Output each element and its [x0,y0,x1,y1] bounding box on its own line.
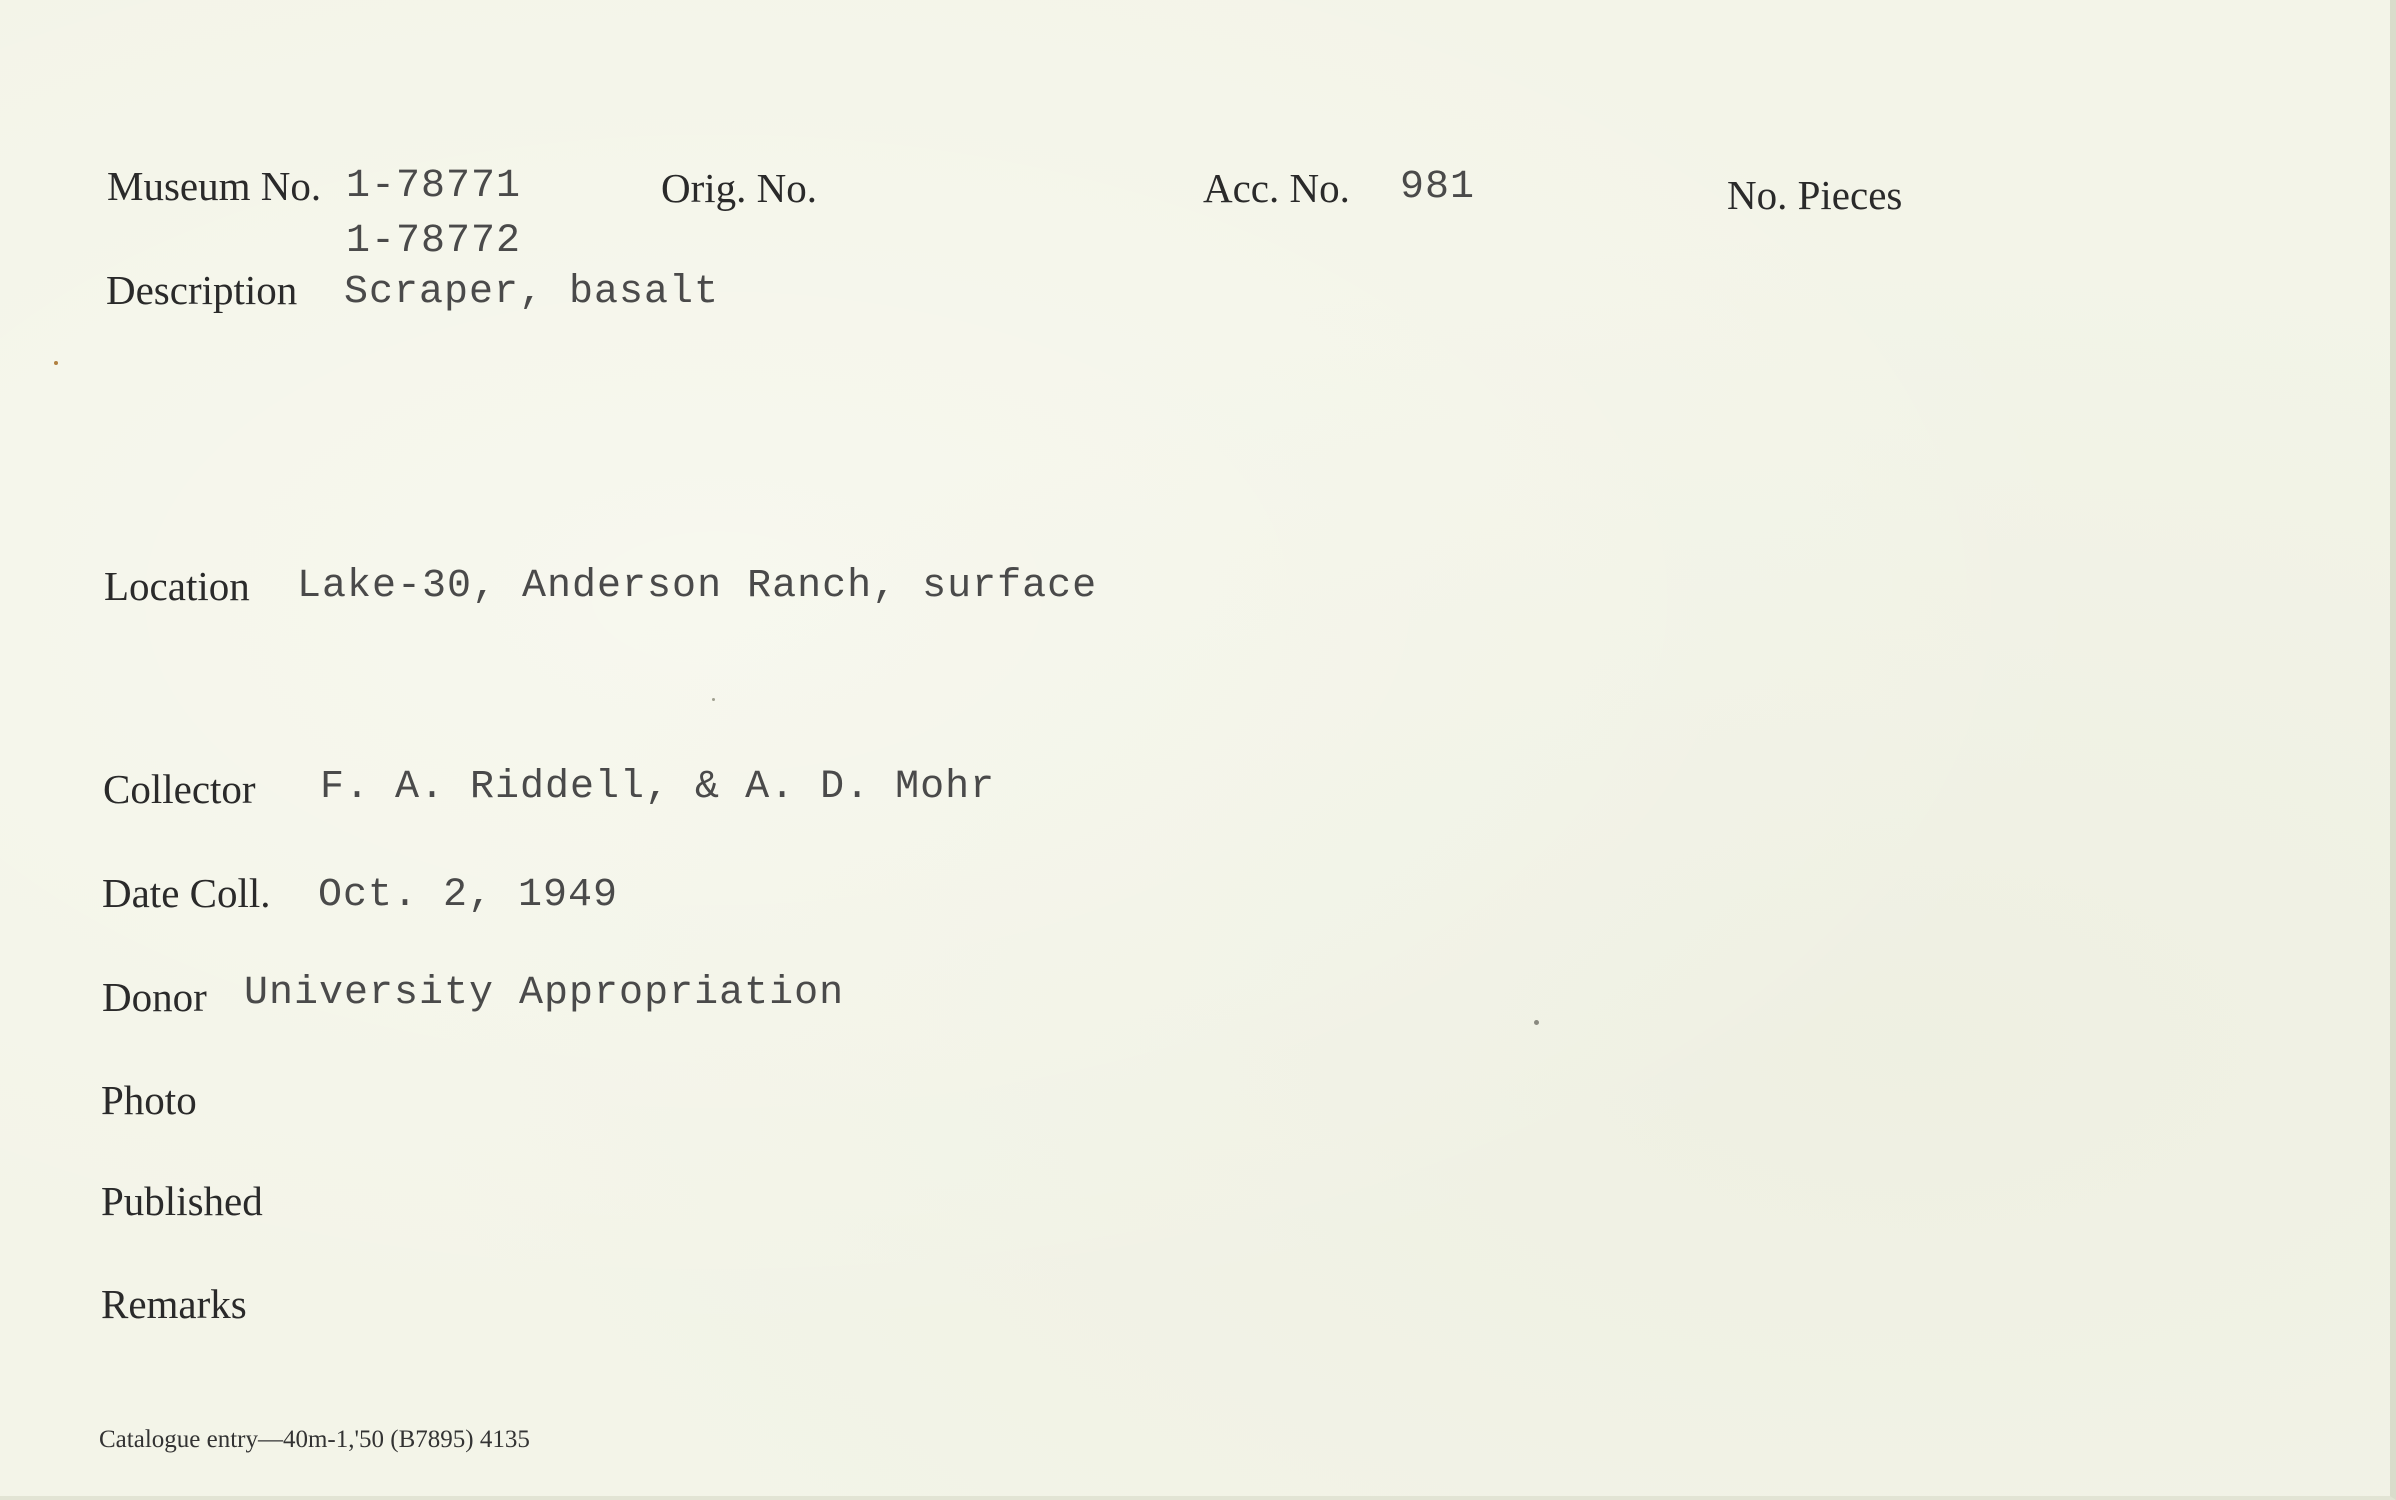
acc-no-label: Acc. No. [1203,165,1350,211]
donor-label: Donor [102,974,207,1020]
collector-value: F. A. Riddell, & A. D. Mohr [320,765,996,810]
acc-no-value: 981 [1400,165,1476,210]
museum-no-value-1: 1-78771 [346,164,522,209]
location-label: Location [104,563,250,609]
published-label: Published [101,1178,263,1224]
donor-value: University Appropriation [244,971,845,1016]
description-value: Scraper, basalt [344,270,720,315]
location-value: Lake-30, Anderson Ranch, surface [297,564,1098,609]
museum-no-value-2: 1-78772 [346,219,522,264]
photo-label: Photo [101,1077,197,1123]
date-coll-value: Oct. 2, 1949 [318,873,619,918]
date-coll-label: Date Coll. [102,870,271,916]
paper-speck [54,361,58,365]
paper-speck [712,698,715,701]
catalogue-footer: Catalogue entry—40m-1,'50 (B7895) 4135 [99,1426,530,1453]
collector-label: Collector [103,766,256,812]
description-label: Description [106,267,298,313]
museum-no-label: Museum No. [107,163,322,209]
orig-no-label: Orig. No. [661,165,818,211]
no-pieces-label: No. Pieces [1727,172,1903,218]
paper-speck [1534,1020,1539,1025]
remarks-label: Remarks [101,1281,247,1327]
